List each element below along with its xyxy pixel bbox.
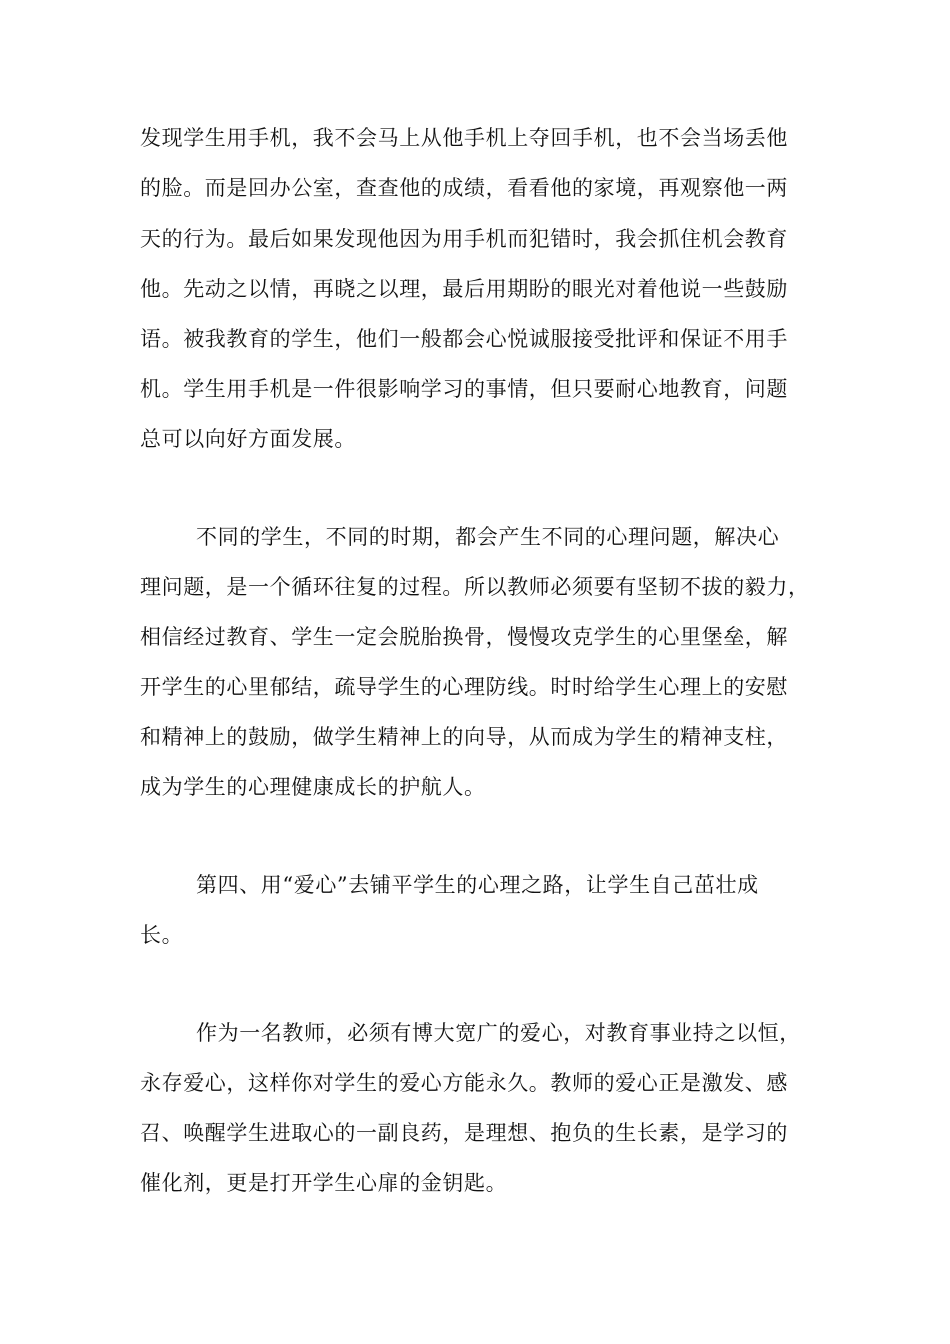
text-line: 第四、用“爱心”去铺平学生的心理之路，让学生自己茁壮成 [196, 873, 759, 897]
text-line: 机。学生用手机是一件很影响学习的事情，但只要耐心地教育，问题 [140, 377, 788, 401]
text-line: 相信经过教育、学生一定会脱胎换骨，慢慢攻克学生的心里堡垒，解 [140, 625, 788, 649]
text-line: 不同的学生，不同的时期，都会产生不同的心理问题，解决心 [196, 525, 780, 549]
text-line: 和精神上的鼓励，做学生精神上的向导，从而成为学生的精神支柱， [140, 725, 788, 749]
text-line: 成为学生的心理健康成长的护航人。 [140, 775, 486, 799]
text-line: 开学生的心里郁结，疏导学生的心理防线。时时给学生心理上的安慰 [140, 675, 788, 699]
text-line: 发现学生用手机，我不会马上从他手机上夺回手机，也不会当场丢他 [140, 126, 788, 150]
text-line: 召、唤醒学生进取心的一副良药，是理想、抱负的生长素，是学习的 [140, 1121, 788, 1145]
text-line: 永存爱心，这样你对学生的爱心方能永久。教师的爱心正是激发、感 [140, 1071, 788, 1095]
text-line: 他。先动之以情，再晓之以理，最后用期盼的眼光对着他说一些鼓励 [140, 277, 788, 301]
text-line: 长。 [140, 923, 184, 947]
text-line: 语。被我教育的学生，他们一般都会心悦诚服接受批评和保证不用手 [140, 327, 788, 351]
text-line: 天的行为。最后如果发现他因为用手机而犯错时，我会抓住机会教育 [140, 227, 788, 251]
text-line: 总可以向好方面发展。 [140, 427, 356, 451]
text-line: 的脸。而是回办公室，查查他的成绩，看看他的家境，再观察他一两 [140, 176, 788, 200]
text-line: 催化剂，更是打开学生心扉的金钥匙。 [140, 1171, 508, 1195]
text-line: 作为一名教师，必须有博大宽广的爱心，对教育事业持之以恒， [196, 1021, 801, 1045]
text-line: 理问题，是一个循环往复的过程。所以教师必须要有坚韧不拔的毅力， [140, 575, 810, 599]
